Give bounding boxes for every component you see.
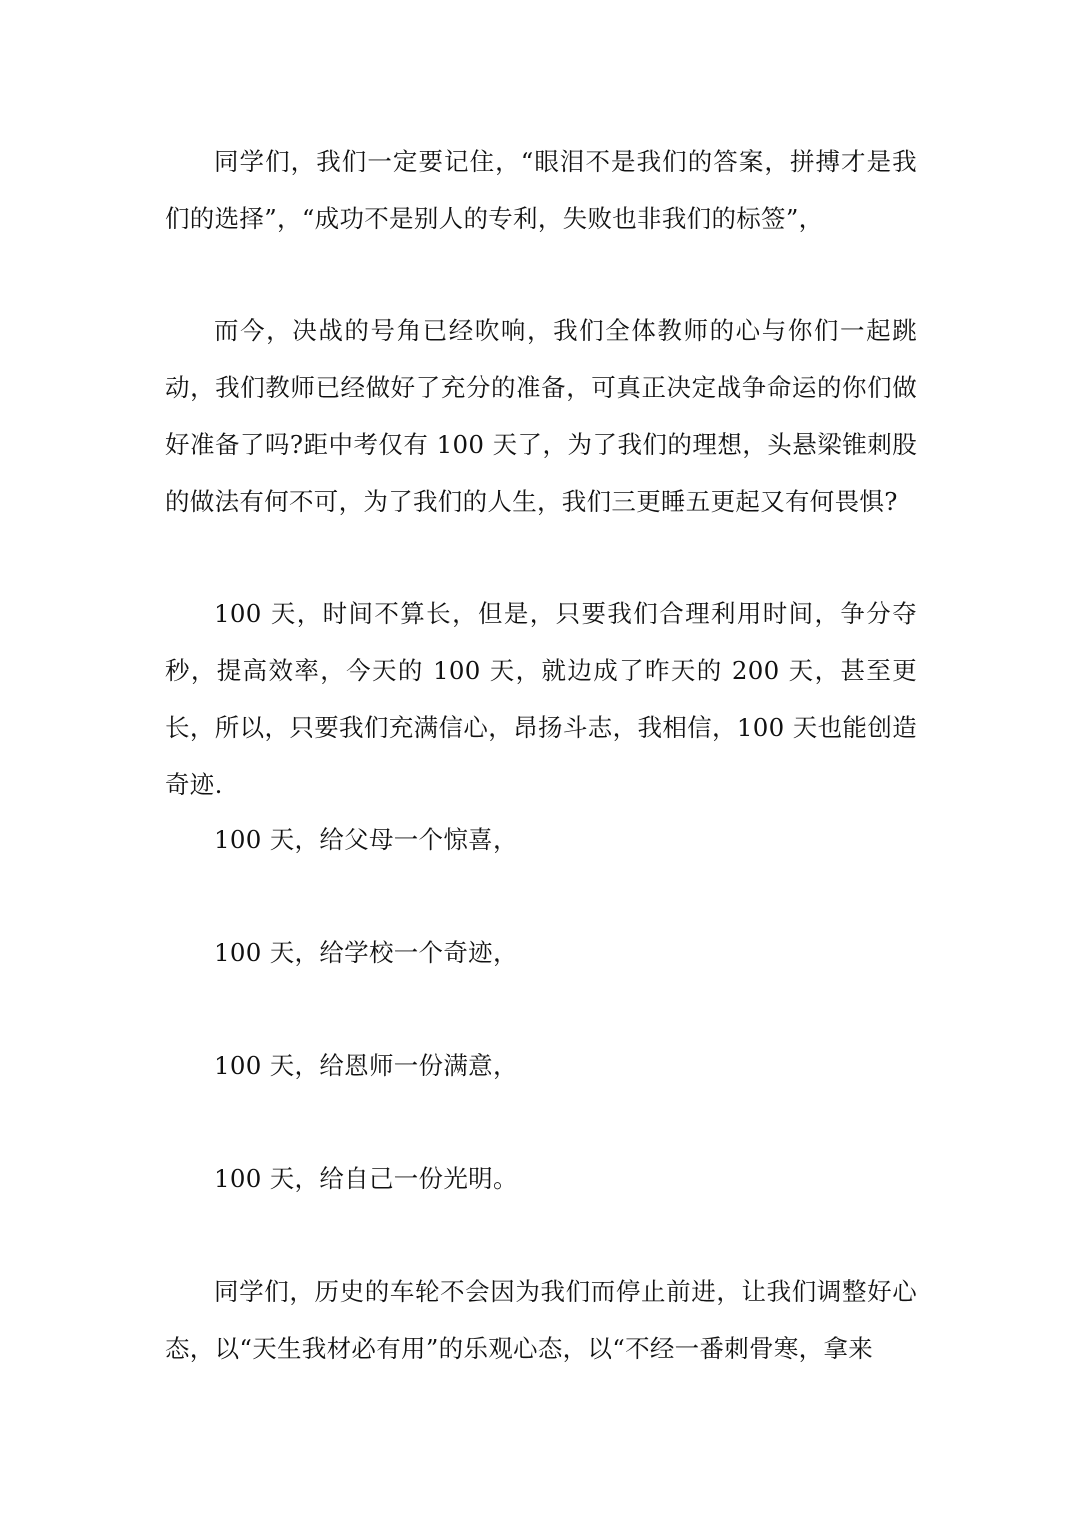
paragraph-gift-school: 100 天，给学校一个奇迹， xyxy=(214,938,518,967)
paragraph-gift-self: 100 天，给自己一份光明。 xyxy=(214,1164,518,1193)
paragraph-battle-horn: 而今，决战的号角已经吹响，我们全体教师的心与你们一起跳动，我们教师已经做好了充分的准备，可真正决定战争命运的你们做好准备了吗?距中考仅有 100 天了，为了我们的理想，头悬梁锥刺股的做法有何不可，为了我们的人生，我们三更睡五更起又有何畏惧? xyxy=(165,316,917,516)
paragraph-remember-slogans: 同学们，我们一定要记住，“眼泪不是我们的答案，拼搏才是我们的选择”，“成功不是别人的专利，失败也非我们的标签”， xyxy=(165,147,917,233)
paragraph-gift-teachers: 100 天，给恩师一份满意， xyxy=(214,1051,518,1080)
paragraph-wheel-of-history: 同学们，历史的车轮不会因为我们而停止前进，让我们调整好心态，以“天生我材必有用”的乐观心态，以“不经一番刺骨寒，拿来 xyxy=(165,1277,917,1363)
paragraph-100-days-time: 100 天，时间不算长，但是，只要我们合理利用时间，争分夺秒，提高效率，今天的 100 天，就边成了昨天的 200 天，甚至更长，所以，只要我们充满信心，昂扬斗志，我相信，100 天也能创造奇迹. xyxy=(165,599,917,799)
paragraph-gift-parents: 100 天，给父母一个惊喜， xyxy=(214,825,518,854)
